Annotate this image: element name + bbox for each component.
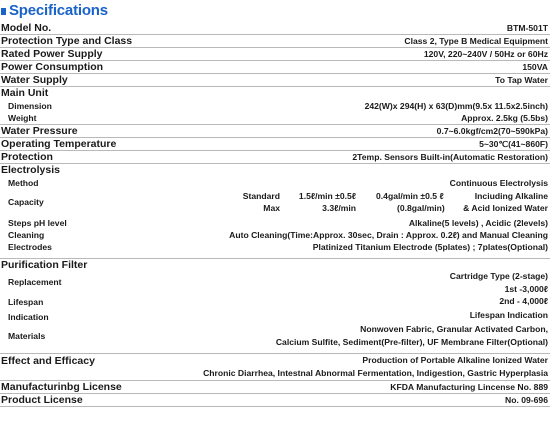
sub-label-materials: Materials xyxy=(8,331,46,341)
sub-label-dimension: Dimension xyxy=(8,101,52,111)
row-value: Class 2, Type B Medical Equipment xyxy=(404,36,548,46)
sub-label-replacement: Replacement xyxy=(8,277,62,287)
value-cleaning: Auto Cleaning(Time:Approx. 30sec, Drain : Approx. 0.2ℓ) and Manual Cleaning xyxy=(229,230,548,240)
value-materials-1: Nonwoven Fabric, Granular Activated Carbon, xyxy=(360,324,548,334)
row-water-pressure xyxy=(0,125,550,138)
value-electrodes: Platinized Titanium Electrode (5plates) ; 7plates(Optional) xyxy=(312,242,548,252)
row-effect-efficacy xyxy=(0,354,550,381)
capacity-max-label: Max xyxy=(263,203,280,213)
row-purification-filter xyxy=(0,259,550,354)
row-label: Model No. xyxy=(1,22,52,34)
row-value: To Tap Water xyxy=(495,75,548,85)
capacity-standard-label: Standard xyxy=(242,191,280,201)
value-steps-ph: Alkaline(5 levels) , Acidic (2levels) xyxy=(408,218,548,228)
value-dimension: 242(W)x 294(H) x 63(D)mm(9.5x 11.5x2.5inch) xyxy=(364,101,548,111)
row-water-supply xyxy=(0,74,550,87)
row-value: No. 09-696 xyxy=(505,395,548,405)
row-label: Water Pressure xyxy=(1,125,78,137)
row-operating-temp xyxy=(0,138,550,151)
capacity-note-2: & Acid Ionized Water xyxy=(463,203,548,213)
row-protection-type xyxy=(0,35,550,48)
sub-label-method: Method xyxy=(8,178,39,188)
value-effect-2: Chronic Diarrhea, Intestnal Abnormal Fermentation, Indigestion, Gastric Hyperplasia xyxy=(203,368,548,378)
row-manufacturing-license xyxy=(0,381,550,394)
value-lifespan-1: 1st -3,000ℓ xyxy=(504,284,548,294)
value-replacement: Cartridge Type (2-stage) xyxy=(449,271,548,281)
capacity-standard-gal: 0.4gal/min ±0.5 ℓ xyxy=(376,191,444,201)
capacity-standard-lmin: 1.5ℓ/min ±0.5ℓ xyxy=(298,191,356,201)
capacity-max-lmin: 3.3ℓ/min xyxy=(322,203,356,213)
row-label: Water Supply xyxy=(1,74,68,86)
row-label: Purification Filter xyxy=(1,259,88,271)
row-label: Operating Temperature xyxy=(1,138,117,150)
row-product-license xyxy=(0,394,550,407)
section-header xyxy=(0,0,108,20)
row-model xyxy=(0,22,550,35)
page-title: Specifications xyxy=(9,1,108,19)
bullet-square-icon xyxy=(1,8,6,15)
row-power-consumption xyxy=(0,61,550,74)
sub-label-lifespan: Lifespan xyxy=(8,297,44,307)
capacity-max-gal: (0.8gal/min) xyxy=(397,203,445,213)
row-protection xyxy=(0,151,550,164)
value-materials-2: Calcium Sulfite, Sediment(Pre-filter), UF Membrane Filter(Optional) xyxy=(275,337,548,347)
sub-label-cleaning: Cleaning xyxy=(8,230,45,240)
row-value: 2Temp. Sensors Built-in(Automatic Restoration) xyxy=(352,152,548,162)
row-value: 0.7~6.0kgf/cm2(70~590kPa) xyxy=(436,126,548,136)
capacity-note-1: Inciuding Alkaline xyxy=(474,191,548,201)
row-label: Electrolysis xyxy=(1,164,60,176)
row-value: 150VA xyxy=(522,62,548,72)
row-label: Power Consumption xyxy=(1,61,104,73)
value-method: Continuous Electrolysis xyxy=(449,178,548,188)
row-value: 120V, 220~240V / 50Hz or 60Hz xyxy=(423,49,548,59)
row-label: Protection xyxy=(1,151,53,163)
row-label: Protection Type and Class xyxy=(1,35,133,47)
sub-label-indication: Indication xyxy=(8,312,49,322)
row-value: 5~30℃(41~860F) xyxy=(479,139,548,149)
row-rated-power xyxy=(0,48,550,61)
sub-label-capacity: Capacity xyxy=(8,197,44,207)
value-weight: Approx. 2.5kg (5.5bs) xyxy=(461,113,548,123)
sub-label-steps-ph: Steps pH level xyxy=(8,218,67,228)
row-label: Manufacturinbg License xyxy=(1,381,122,393)
row-label: Effect and Efficacy xyxy=(1,355,95,367)
row-label: Product License xyxy=(1,394,83,406)
value-effect-1: Production of Portable Alkaline Ionized Water xyxy=(362,355,548,365)
row-label: Rated Power Supply xyxy=(1,48,103,60)
value-indication: Lifespan Indication xyxy=(469,310,548,320)
row-value: KFDA Manufacturing Lincense No. 889 xyxy=(390,382,548,392)
sub-label-weight: Weight xyxy=(8,113,37,123)
sub-label-electrodes: Electrodes xyxy=(8,242,52,252)
row-value: BTM-501T xyxy=(506,23,548,33)
spec-table xyxy=(0,22,550,407)
row-electrolysis xyxy=(0,164,550,259)
row-main-unit xyxy=(0,87,550,125)
row-label: Main Unit xyxy=(1,87,49,99)
value-lifespan-2: 2nd - 4,000ℓ xyxy=(499,296,548,306)
